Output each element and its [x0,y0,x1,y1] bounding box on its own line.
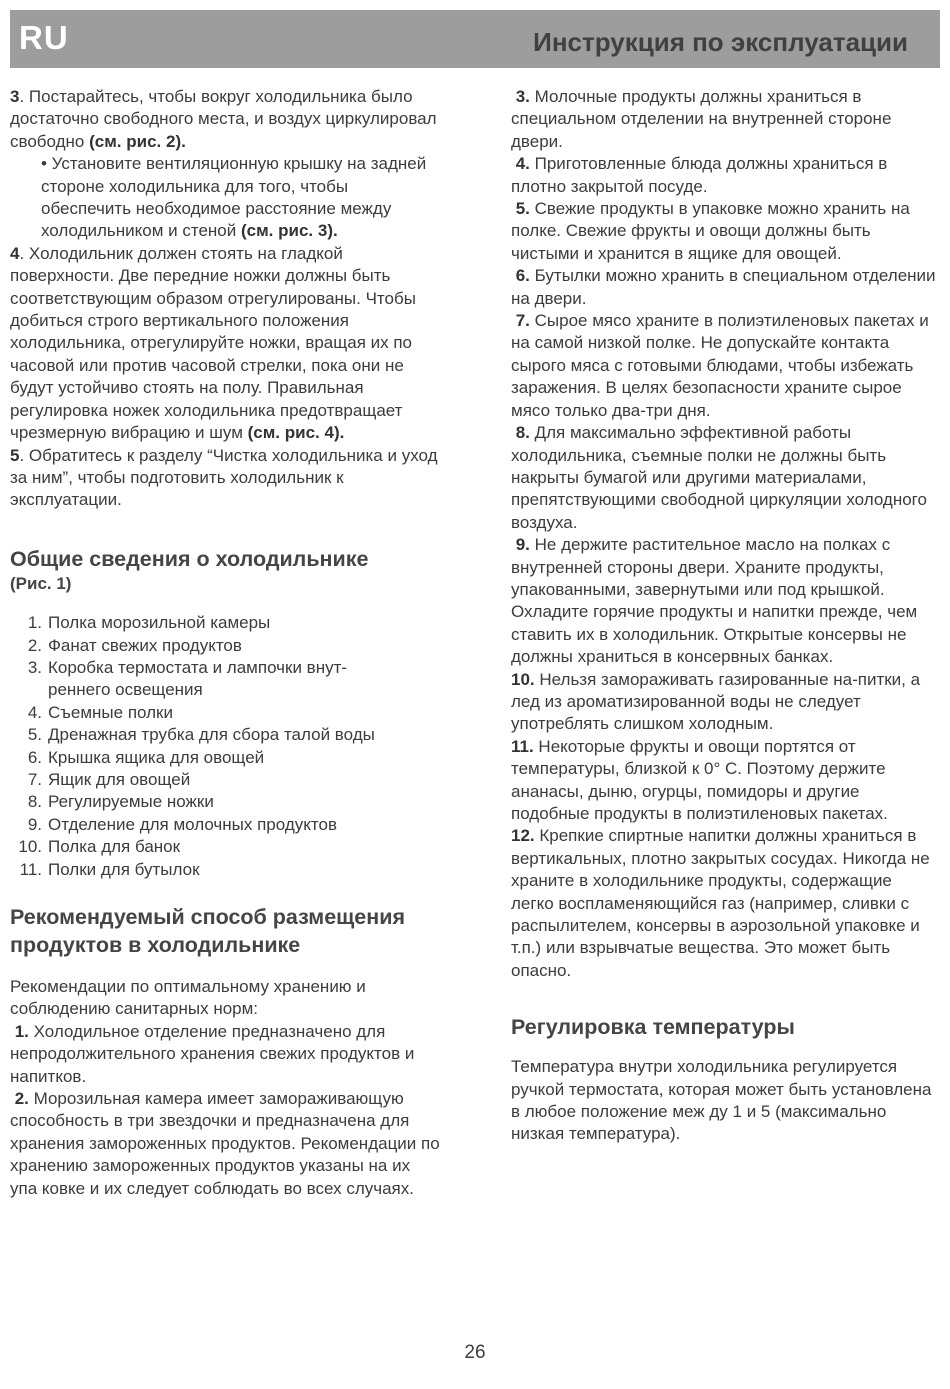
item-text: Для максимально эффективной работы холодильника, съемные полки не должны быть накрыты бумагой или другими материалами, препятствующими свободной циркуляции холодного воздуха. [511,423,927,532]
item-text: . Холодильник должен стоять на гладкой поверхности. Две передние ножки должны быть соответствующим образом отрегулированы. Чтобы добиться строго вертикального положения холодильника, отрегулируйте ножки, вращая их по часовой или против часовой стрелки, пока они не будут устойчиво стоять на полу. Правильная регулировка ножек холодильника предотвращает чрезмерную вибрацию и шум [10,243,416,443]
parts-list-item [10,657,440,702]
parts-list-item [10,724,440,746]
list-number: 9. [27,814,42,834]
parts-list-item [10,836,440,858]
parts-list-item [10,612,440,634]
list-number: 6. [27,747,42,767]
bullet-text: • Установите вентиляционную крышку на задней стороне холодильника для того, чтобы обеспечить необходимое расстояние между холодильником и стеной [41,154,427,241]
list-text: Регулируемые ножки [48,792,214,812]
section-subheading: (Рис. 1) [10,573,72,593]
list-number: 5. [27,725,42,745]
item-text: Морозильная камера имеет замораживающую способность в три звездочки и предназначена для хранения замороженных продуктов. Рекомендации по хранению замороженных продуктов указаны на их упа ковке и их следует соблюдать во всех случаях. [10,1089,440,1198]
storage-rule-item [511,153,939,198]
item-number: 7. [511,311,530,331]
item-number: 10. [511,669,535,689]
figure-reference: (см. рис. 4). [247,423,345,443]
item-number: 2. [10,1089,29,1109]
list-number: 3. [27,657,42,677]
item-number: 4. [511,154,530,174]
list-number: 8. [27,792,42,812]
page-title: Инструкция по эксплуатации [533,27,908,57]
page-header-bar [10,10,940,68]
item-text: Холодильное отделение предназначено для непродолжительного хранения свежих продуктов и напитков. [10,1021,415,1086]
item-text: Бутылки можно хранить в специальном отделении на двери. [511,266,936,308]
install-bullet [10,153,440,243]
list-number: 4. [27,702,42,722]
parts-list-item [10,747,440,769]
item-number: 11. [511,736,534,756]
list-number: 1. [27,613,42,633]
storage-rule-item [511,736,939,826]
parts-list-item [10,769,440,791]
page-number: 26 [464,1342,486,1363]
item-text: Крепкие спиртные напитки должны храниться в вертикальных, плотно закрытых сосудах. Никогда не храните в холодильнике продукты, содержащие легко воспламеняющийся газ (например, сливки с распылителем, консервы в аэрозольной упаковке и т.п.) или взрывчатые вещества. Это может быть опасно. [511,826,930,980]
list-number: 2. [27,635,42,655]
placement-rule-1 [10,1021,440,1088]
list-text: Дренажная трубка для сбора талой воды [48,725,375,745]
list-number: 10. [18,837,42,857]
section-heading-general: Общие сведения о холодильнике [10,546,369,571]
storage-rule-item [511,310,939,422]
install-item-4 [10,243,440,445]
parts-list-item [10,702,440,724]
list-text: Съемные полки [48,702,173,722]
list-text: Ящик для овощей [48,769,191,789]
install-item-5 [10,445,440,512]
list-number: 11. [19,859,42,879]
item-text: . Обратитесь к разделу “Чистка холодильника и уход за ним”, чтобы подготовить холодильник к эксплуатации. [10,445,438,510]
item-number: 3 [10,87,20,106]
item-text: Молочные продукты должны храниться в специальном отделении на внутренней стороне двери. [511,87,892,151]
parts-list-item [10,814,440,836]
item-text: Нельзя замораживать газированные на-питки, а лед из ароматизированной воды не следует употреблять слишком холодным. [511,669,921,734]
item-number: 6. [511,266,530,286]
item-number: 12. [511,826,535,846]
storage-rule-item [511,534,939,668]
item-number: 5. [511,199,530,219]
placement-intro: Рекомендации по оптимальному хранению и соблюдению санитарных норм: [10,977,366,1019]
right-column [511,86,939,1146]
install-item-3 [10,86,440,153]
figure-reference: (см. рис. 3). [240,221,338,241]
item-number: 3. [511,87,530,106]
section-heading-placement: Рекомендуемый способ размещения продуктов в холодильнике [10,905,405,957]
item-text: . Постарайтесь, чтобы вокруг холодильника было достаточно свободного места, и воздух циркулировал свободно [10,87,437,151]
list-text: Отделение для молочных продуктов [48,814,337,834]
list-number: 7. [27,769,42,789]
item-number: 8. [511,423,530,443]
storage-rule-item [511,265,939,310]
parts-list-item [10,635,440,657]
storage-rule-item [511,825,939,982]
item-text: Приготовленные блюда должны храниться в плотно закрытой посуде. [511,154,888,196]
language-code: RU [19,19,69,56]
list-text: Полка морозильной камеры [48,613,271,633]
list-text: Коробка термостата и лампочки внут- реннего освещения [48,657,348,700]
list-text: Полка для банок [48,837,181,857]
left-column [10,86,440,1200]
list-text: Полки для бутылок [48,859,200,879]
parts-list-item [10,859,440,881]
temperature-text: Температура внутри холодильника регулируется ручкой термостата, которая может быть установлена в любое положение меж ду 1 и 5 (максимально низкая температура). [511,1057,932,1144]
list-text: Крышка ящика для овощей [48,747,265,767]
storage-rules-list [511,86,939,982]
storage-rule-item [511,669,939,736]
item-number: 9. [511,535,530,555]
section-heading-temperature: Регулировка температуры [511,1015,795,1040]
item-text: Не держите растительное масло на полках с внутренней стороны двери. Храните продукты, упакованными, завернутыми или под крышкой. Охладите горячие продукты и напитки прежде, чем ставить их в холодильник. Открытые консервы не должны храниться в консервных банках. [511,535,918,667]
placement-rule-2 [10,1088,440,1200]
item-text: Свежие продукты в упаковке можно хранить на полке. Свежие фрукты и овощи должны быть чистыми и хранится в ящике для овощей. [511,199,910,263]
storage-rule-item [511,86,939,153]
item-number: 1. [10,1021,29,1041]
item-number: 5 [10,445,20,465]
storage-rule-item [511,198,939,265]
figure-reference: (см. рис. 2). [89,131,186,151]
parts-list [10,612,440,881]
list-text: Фанат свежих продуктов [48,635,242,655]
item-text: Некоторые фрукты и овощи портятся от температуры, близкой к 0° С. Поэтому держите ананасы, дыню, огурцы, помидоры и другие подобные продукты в полиэтиленовых пакетах. [511,736,888,823]
item-text: Сырое мясо храните в полиэтиленовых пакетах и на самой низкой полке. Не допускайте контакта сырого мяса с готовыми блюдами, чтобы избежать заражения. В целях безопасности храните сырое мясо только два-три дня. [511,311,929,420]
item-number: 4 [10,243,20,263]
storage-rule-item [511,422,939,534]
parts-list-item [10,791,440,813]
